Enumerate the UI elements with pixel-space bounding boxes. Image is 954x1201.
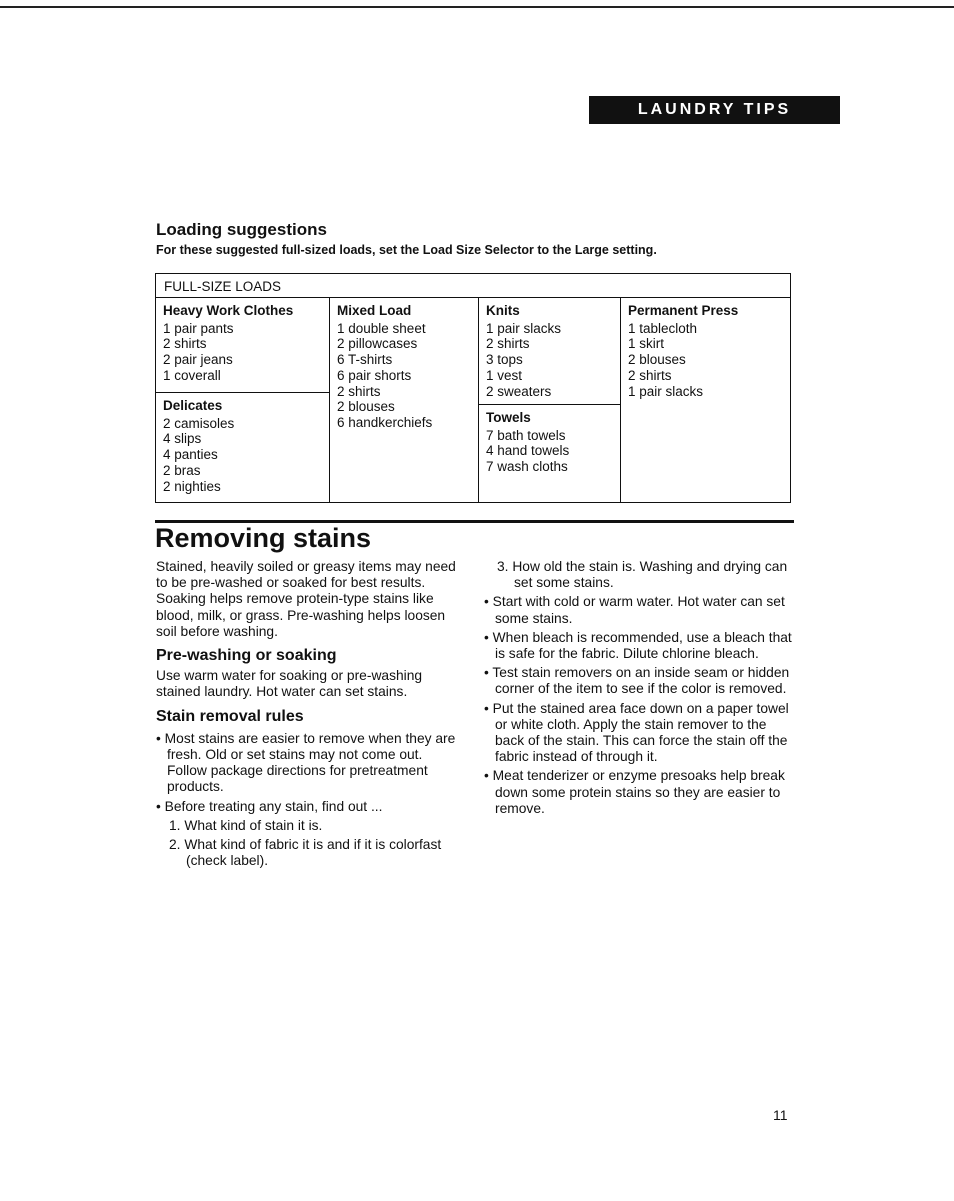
full-size-loads-table — [155, 273, 791, 503]
list-item: 1 pair slacks — [486, 320, 562, 336]
cell-knits — [479, 298, 621, 404]
rules-heading: Stain removal rules — [156, 707, 304, 725]
rule-bullet: • Before treating any stain, find out ... — [156, 798, 383, 814]
list-item: 1 tablecloth — [628, 320, 698, 336]
list-item: 1 pair slacks — [628, 383, 704, 399]
column-mixed-load — [329, 298, 479, 502]
rule-step: 1. What kind of stain it is. — [169, 817, 323, 833]
table-header: FULL-SIZE LOADS — [156, 274, 790, 298]
cell-title: Mixed Load — [337, 303, 412, 318]
list-item: 1 skirt — [628, 336, 665, 352]
list-item: 4 slips — [163, 431, 202, 447]
list-item: 1 pair pants — [163, 320, 234, 336]
loading-intro: For these suggested full-sized loads, set the Load Size Selector to the Large setting. — [156, 243, 657, 257]
rule-bullet: • Start with cold or warm water. Hot water can set some stains. — [484, 594, 785, 626]
page-number: 11 — [773, 1107, 788, 1123]
list-item: 2 nighties — [163, 478, 221, 494]
rule-step: 2. What kind of fabric it is and if it is colorfast (check label). — [169, 837, 442, 869]
list-item: 7 wash cloths — [486, 459, 568, 475]
stains-intro: Stained, heavily soiled or greasy items may need to be pre-washed or soaked for best results. Soaking helps remove protein-type stains like blood, milk, or grass. Pre-washing helps loosen soil before washing. — [156, 559, 456, 639]
list-item: 2 shirts — [163, 336, 207, 352]
list-item: 1 double sheet — [337, 320, 426, 336]
cell-towels — [479, 404, 621, 475]
list-item: 2 pillowcases — [337, 336, 418, 352]
cell-title: Heavy Work Clothes — [163, 303, 294, 318]
section-banner: LAUNDRY TIPS — [589, 96, 840, 124]
rule-bullet: • Put the stained area face down on a paper towel or white cloth. Apply the stain remover to the back of the stain. This can force the stain off the fabric instead of through it. — [484, 700, 789, 765]
top-rule — [0, 6, 954, 8]
cell-heavy-work-clothes — [156, 298, 329, 392]
rule-bullet: • Meat tenderizer or enzyme presoaks help break down some protein stains so they are easier to remove. — [484, 768, 785, 816]
list-item: 6 handkerchiefs — [337, 414, 433, 430]
list-item: 2 blouses — [337, 399, 395, 415]
cell-delicates — [156, 392, 329, 494]
list-item: 2 pair jeans — [163, 352, 233, 368]
stains-right-column — [484, 559, 794, 817]
list-item: 2 shirts — [337, 383, 381, 399]
list-item: 7 bath towels — [486, 427, 566, 443]
rule-bullet: • Most stains are easier to remove when they are fresh. Old or set stains may not come out. Follow package directions for pretreatment products. — [156, 730, 456, 795]
list-item: 3 tops — [486, 352, 523, 368]
column-permanent-press — [620, 298, 790, 502]
cell-title: Towels — [486, 410, 531, 425]
list-item: 2 shirts — [486, 336, 530, 352]
list-item: 6 T-shirts — [337, 352, 393, 368]
list-item: 2 blouses — [628, 352, 686, 368]
list-item: 1 vest — [486, 367, 523, 383]
column-knits-towels — [478, 298, 621, 502]
column-heavy-delicates — [156, 298, 329, 502]
list-item: 2 sweaters — [486, 383, 552, 399]
list-item: 1 coverall — [163, 367, 221, 383]
cell-permanent-press — [621, 298, 790, 399]
list-item: 4 hand towels — [486, 443, 570, 459]
rule-bullet: • Test stain removers on an inside seam or hidden corner of the item to see if the color is removed. — [484, 665, 790, 697]
rule-step: 3. How old the stain is. Washing and drying can set some stains. — [497, 559, 788, 591]
cell-title: Knits — [486, 303, 520, 318]
removing-stains-heading: Removing stains — [155, 523, 372, 553]
cell-title: Delicates — [163, 398, 223, 413]
cell-title: Permanent Press — [628, 303, 739, 318]
cell-mixed-load — [330, 298, 479, 431]
list-item: 4 panties — [163, 447, 218, 463]
list-item: 6 pair shorts — [337, 367, 412, 383]
stains-left-column — [156, 559, 466, 869]
prewash-heading: Pre-washing or soaking — [156, 647, 337, 665]
list-item: 2 shirts — [628, 367, 672, 383]
loading-suggestions-heading: Loading suggestions — [156, 220, 327, 239]
rule-bullet: • When bleach is recommended, use a bleach that is safe for the fabric. Dilute chlorine bleach. — [484, 629, 792, 662]
prewash-text: Use warm water for soaking or pre-washing stained laundry. Hot water can set stains. — [156, 668, 423, 700]
list-item: 2 bras — [163, 462, 201, 478]
list-item: 2 camisoles — [163, 415, 235, 431]
